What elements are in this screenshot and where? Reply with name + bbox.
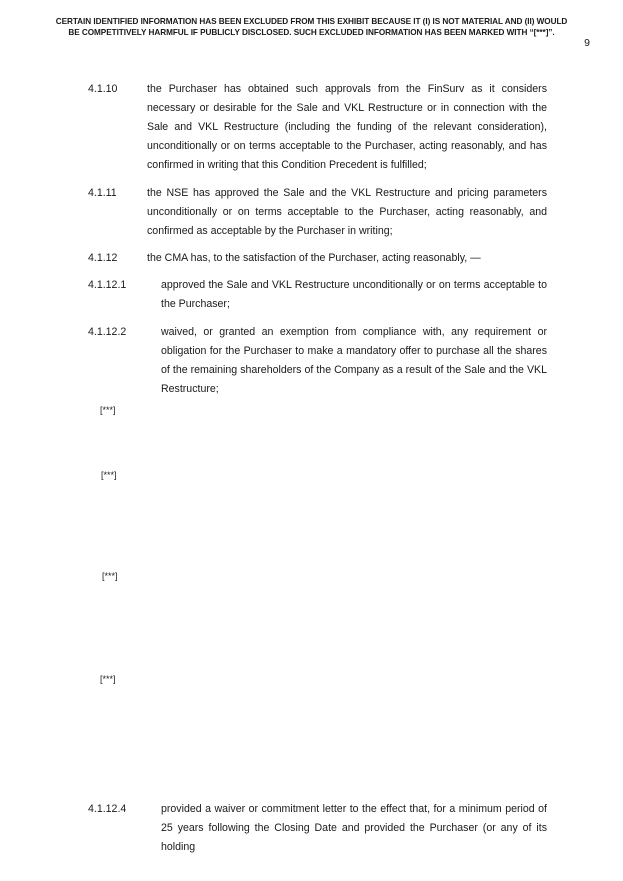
clause-text: the NSE has approved the Sale and the VKL Restructure and pricing parameters unconditionally or on terms acceptable to the Purchaser, acting reasonably, and confirmed as acceptable by the Purchaser in writing;: [147, 187, 547, 237]
redaction-marker: [***]: [100, 674, 116, 684]
clause-text: the CMA has, to the satisfaction of the Purchaser, acting reasonably, —: [147, 252, 481, 264]
clause-number: 4.1.10: [88, 83, 118, 95]
redaction-marker: [***]: [102, 571, 118, 581]
redaction-marker: [***]: [101, 470, 117, 480]
clause-number: 4.1.12.2: [88, 326, 127, 338]
clause-text: waived, or granted an exemption from compliance with, any requirement or obligation for the Purchaser to make a mandatory offer to purchase all the shares of the remaining shareholders of the Company as a result of the Sale and the VKL Restructure;: [161, 326, 547, 395]
clause-number: 4.1.12.1: [88, 279, 127, 291]
notice-line-2: BE COMPETITIVELY HARMFUL IF PUBLICLY DISCLOSED. SUCH EXCLUDED INFORMATION HAS BEEN MARKED WITH “[***]”.: [68, 28, 555, 37]
clause-text: the Purchaser has obtained such approvals from the FinSurv as it considers necessary or desirable for the Sale and VKL Restructure or in connection with the Sale and VKL Restructure (including the funding of the relevant consideration), unconditionally or on terms acceptable to the Purchaser, acting reasonably, and has confirmed in writing that this Condition Precedent is fulfilled;: [147, 83, 547, 171]
clause-number: 4.1.12.4: [88, 803, 127, 815]
redaction-notice-header: [30, 16, 593, 38]
clause-text: approved the Sale and VKL Restructure unconditionally or on terms acceptable to the Purchaser;: [161, 279, 547, 310]
redaction-marker: [***]: [100, 405, 116, 415]
clause-number: 4.1.11: [88, 187, 117, 199]
page-number: 9: [584, 37, 590, 49]
notice-line-1: CERTAIN IDENTIFIED INFORMATION HAS BEEN EXCLUDED FROM THIS EXHIBIT BECAUSE IT (I) IS NOT MATERIAL AND (II) WOULD: [55, 17, 568, 26]
clause-text: provided a waiver or commitment letter to the effect that, for a minimum period of 25 years following the Closing Date and provided the Purchaser (or any of its holding: [161, 803, 547, 853]
clause-number: 4.1.12: [88, 252, 118, 264]
